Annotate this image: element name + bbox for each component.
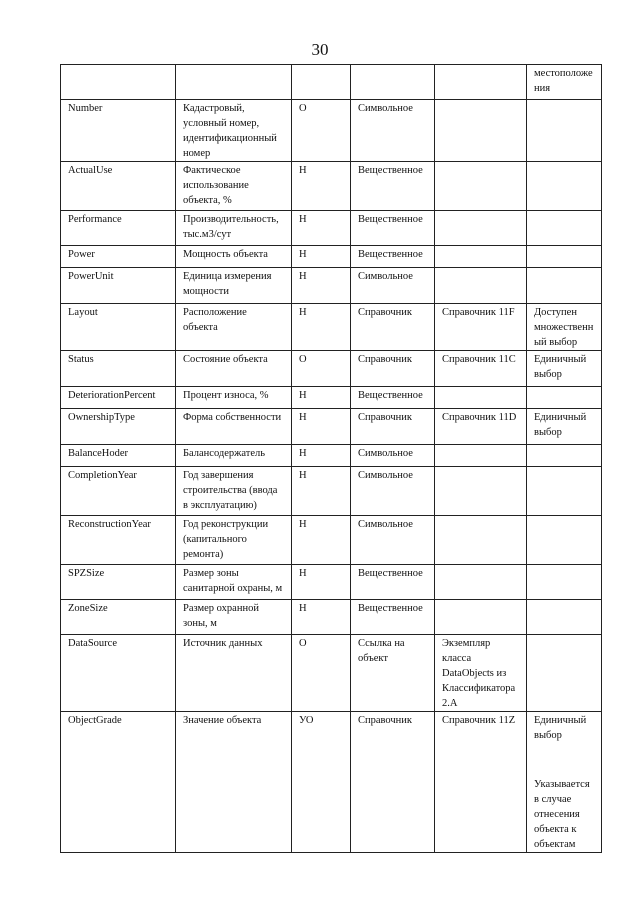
reference-cell xyxy=(435,516,527,565)
type-cell-text: Вещественное xyxy=(358,603,423,614)
required-cell xyxy=(292,268,351,304)
table-row xyxy=(61,304,602,351)
description-cell-text: Фактическое использование объекта, % xyxy=(183,165,249,206)
description-cell xyxy=(176,635,292,712)
attribute-name-cell-text: SPZSize xyxy=(68,568,105,579)
reference-cell-text: Экземпляр класса DataObjects из Классификатора 2.А xyxy=(442,638,516,709)
attribute-name-cell xyxy=(61,635,176,712)
required-cell xyxy=(292,635,351,712)
attribute-name-cell-text: BalanceHoder xyxy=(68,448,129,459)
table-row xyxy=(61,387,602,409)
type-cell-text: Ссылка на объект xyxy=(358,638,405,664)
attribute-name-cell xyxy=(61,516,176,565)
required-cell-text: Н xyxy=(299,271,307,282)
page-number: 30 xyxy=(311,40,329,59)
required-cell xyxy=(292,409,351,445)
attribute-name-cell xyxy=(61,600,176,635)
type-cell xyxy=(351,387,435,409)
attribute-name-cell xyxy=(61,445,176,467)
note-cell xyxy=(527,445,602,467)
note-cell-text: Единичный выбор xyxy=(534,354,587,380)
reference-cell xyxy=(435,600,527,635)
type-cell-text: Символьное xyxy=(358,271,413,282)
description-cell xyxy=(176,211,292,246)
type-cell-text: Символьное xyxy=(358,470,413,481)
required-cell xyxy=(292,65,351,100)
reference-cell xyxy=(435,162,527,211)
reference-cell-text: Справочник 11F xyxy=(442,307,515,318)
reference-cell-text: Справочник 11D xyxy=(442,412,517,423)
description-cell-text: Балансодержатель xyxy=(183,448,266,459)
reference-cell xyxy=(435,565,527,600)
description-cell-text: Расположение объекта xyxy=(183,307,247,333)
required-cell-text: Н xyxy=(299,165,307,176)
attribute-name-cell xyxy=(61,162,176,211)
description-cell xyxy=(176,409,292,445)
reference-cell xyxy=(435,712,527,853)
description-cell-text: Размер охранной зоны, м xyxy=(183,603,259,629)
attribute-name-cell xyxy=(61,304,176,351)
attribute-name-cell-text: ZoneSize xyxy=(68,603,108,614)
attribute-name-cell-text: Power xyxy=(68,249,95,260)
table-row xyxy=(61,565,602,600)
description-cell xyxy=(176,565,292,600)
note-cell-text: Единичный выбор xyxy=(534,412,587,438)
description-cell-text: Год реконструкции (капитального ремонта) xyxy=(183,519,269,560)
description-cell-text: Состояние объекта xyxy=(183,354,268,365)
note-cell xyxy=(527,246,602,268)
reference-cell xyxy=(435,268,527,304)
description-cell xyxy=(176,445,292,467)
description-cell xyxy=(176,467,292,516)
required-cell xyxy=(292,445,351,467)
type-cell-text: Символьное xyxy=(358,519,413,530)
type-cell-text: Символьное xyxy=(358,448,413,459)
required-cell-text: Н xyxy=(299,214,307,225)
description-cell xyxy=(176,246,292,268)
table-row xyxy=(61,211,602,246)
note-cell-text: Единичный выбор xyxy=(534,715,587,741)
reference-cell xyxy=(435,304,527,351)
description-cell xyxy=(176,100,292,162)
description-cell-text: Источник данных xyxy=(183,638,263,649)
description-cell-text: Процент износа, % xyxy=(183,390,269,401)
reference-cell-text: Справочник 11С xyxy=(442,354,516,365)
note-cell xyxy=(527,600,602,635)
reference-cell xyxy=(435,246,527,268)
note-cell xyxy=(527,65,602,100)
type-cell xyxy=(351,445,435,467)
description-cell xyxy=(176,351,292,387)
type-cell xyxy=(351,351,435,387)
reference-cell xyxy=(435,211,527,246)
type-cell xyxy=(351,467,435,516)
note-cell-text: Доступен множественн ый выбор xyxy=(534,307,594,348)
note-cell-text: местоположе ния xyxy=(534,68,593,94)
required-cell xyxy=(292,712,351,853)
attribute-name-cell-text: ReconstructionYear xyxy=(68,519,151,530)
required-cell-text: Н xyxy=(299,568,307,579)
type-cell xyxy=(351,712,435,853)
attribute-name-cell xyxy=(61,65,176,100)
note-cell xyxy=(527,635,602,712)
required-cell-text: Н xyxy=(299,249,307,260)
type-cell-text: Символьное xyxy=(358,103,413,114)
attribute-name-cell-text: CompletionYear xyxy=(68,470,137,481)
table-row xyxy=(61,351,602,387)
table-row xyxy=(61,600,602,635)
attribute-name-cell-text: Performance xyxy=(68,214,122,225)
note-cell xyxy=(527,162,602,211)
type-cell xyxy=(351,409,435,445)
description-cell xyxy=(176,387,292,409)
attribute-name-cell xyxy=(61,409,176,445)
attribute-name-cell-text: Status xyxy=(68,354,94,365)
attribute-name-cell-text: DeteriorationPercent xyxy=(68,390,156,401)
attribute-name-cell xyxy=(61,387,176,409)
reference-cell xyxy=(435,445,527,467)
note-extra-text: Указывается в случае отнесения объекта к объектам xyxy=(534,779,590,850)
attribute-name-cell-text: PowerUnit xyxy=(68,271,114,282)
required-cell xyxy=(292,162,351,211)
type-cell xyxy=(351,65,435,100)
table-row xyxy=(61,409,602,445)
attribute-table xyxy=(60,64,602,853)
attribute-name-cell xyxy=(61,100,176,162)
attribute-name-cell xyxy=(61,211,176,246)
type-cell xyxy=(351,516,435,565)
required-cell-text: УО xyxy=(299,715,314,726)
required-cell xyxy=(292,211,351,246)
table-row xyxy=(61,65,602,100)
reference-cell-text: Справочник 11Z xyxy=(442,715,516,726)
type-cell xyxy=(351,635,435,712)
type-cell-text: Справочник xyxy=(358,307,413,318)
type-cell xyxy=(351,600,435,635)
description-cell xyxy=(176,162,292,211)
reference-cell xyxy=(435,467,527,516)
required-cell xyxy=(292,387,351,409)
required-cell xyxy=(292,351,351,387)
note-cell xyxy=(527,467,602,516)
table-row xyxy=(61,635,602,712)
type-cell-text: Вещественное xyxy=(358,249,423,260)
note-spacer xyxy=(534,743,594,777)
description-cell-text: Мощность объекта xyxy=(183,249,268,260)
required-cell xyxy=(292,565,351,600)
attribute-name-cell-text: OwnershipType xyxy=(68,412,135,423)
required-cell xyxy=(292,246,351,268)
attribute-name-cell xyxy=(61,565,176,600)
table-row xyxy=(61,467,602,516)
description-cell-text: Кадастровый, условный номер, идентификационный номер xyxy=(183,103,277,159)
type-cell-text: Справочник xyxy=(358,715,413,726)
type-cell xyxy=(351,211,435,246)
required-cell-text: О xyxy=(299,638,307,649)
reference-cell xyxy=(435,351,527,387)
type-cell xyxy=(351,100,435,162)
required-cell-text: Н xyxy=(299,412,307,423)
type-cell-text: Вещественное xyxy=(358,214,423,225)
note-cell xyxy=(527,712,602,853)
required-cell-text: О xyxy=(299,354,307,365)
description-cell-text: Производительность, тыс.м3/сут xyxy=(183,214,279,240)
description-cell xyxy=(176,516,292,565)
attribute-name-cell-text: Number xyxy=(68,103,103,114)
table-row xyxy=(61,246,602,268)
required-cell-text: Н xyxy=(299,603,307,614)
note-cell xyxy=(527,565,602,600)
description-cell xyxy=(176,304,292,351)
table-row xyxy=(61,516,602,565)
required-cell-text: Н xyxy=(299,390,307,401)
attribute-name-cell-text: ActualUse xyxy=(68,165,113,176)
type-cell xyxy=(351,268,435,304)
description-cell-text: Значение объекта xyxy=(183,715,262,726)
attribute-name-cell xyxy=(61,246,176,268)
description-cell xyxy=(176,65,292,100)
note-cell xyxy=(527,351,602,387)
required-cell xyxy=(292,600,351,635)
description-cell xyxy=(176,268,292,304)
type-cell-text: Вещественное xyxy=(358,390,423,401)
reference-cell xyxy=(435,100,527,162)
reference-cell xyxy=(435,387,527,409)
description-cell xyxy=(176,600,292,635)
required-cell-text: Н xyxy=(299,448,307,459)
description-cell-text: Единица измерения мощности xyxy=(183,271,272,297)
attribute-name-cell xyxy=(61,351,176,387)
reference-cell xyxy=(435,65,527,100)
type-cell xyxy=(351,565,435,600)
note-cell xyxy=(527,516,602,565)
attribute-name-cell xyxy=(61,467,176,516)
type-cell-text: Справочник xyxy=(358,412,413,423)
required-cell-text: Н xyxy=(299,519,307,530)
table-row xyxy=(61,100,602,162)
table-row xyxy=(61,162,602,211)
description-cell-text: Год завершения строительства (ввода в эксплуатацию) xyxy=(183,470,278,511)
attribute-name-cell-text: Layout xyxy=(68,307,98,318)
table-row xyxy=(61,712,602,853)
reference-cell xyxy=(435,409,527,445)
type-cell-text: Вещественное xyxy=(358,568,423,579)
type-cell-text: Справочник xyxy=(358,354,413,365)
note-cell xyxy=(527,409,602,445)
required-cell-text: Н xyxy=(299,470,307,481)
required-cell xyxy=(292,304,351,351)
note-cell xyxy=(527,100,602,162)
note-cell xyxy=(527,211,602,246)
reference-cell xyxy=(435,635,527,712)
type-cell xyxy=(351,162,435,211)
required-cell xyxy=(292,516,351,565)
description-cell-text: Размер зоны санитарной охраны, м xyxy=(183,568,283,594)
attribute-name-cell-text: ObjectGrade xyxy=(68,715,122,726)
table-row xyxy=(61,268,602,304)
attribute-name-cell xyxy=(61,712,176,853)
type-cell xyxy=(351,304,435,351)
table-row xyxy=(61,445,602,467)
required-cell xyxy=(292,467,351,516)
note-cell xyxy=(527,268,602,304)
required-cell-text: Н xyxy=(299,307,307,318)
attribute-name-cell xyxy=(61,268,176,304)
required-cell xyxy=(292,100,351,162)
description-cell xyxy=(176,712,292,853)
required-cell-text: О xyxy=(299,103,307,114)
note-cell xyxy=(527,387,602,409)
type-cell xyxy=(351,246,435,268)
description-cell-text: Форма собственности xyxy=(183,412,282,423)
attribute-name-cell-text: DataSource xyxy=(68,638,117,649)
note-cell xyxy=(527,304,602,351)
type-cell-text: Вещественное xyxy=(358,165,423,176)
